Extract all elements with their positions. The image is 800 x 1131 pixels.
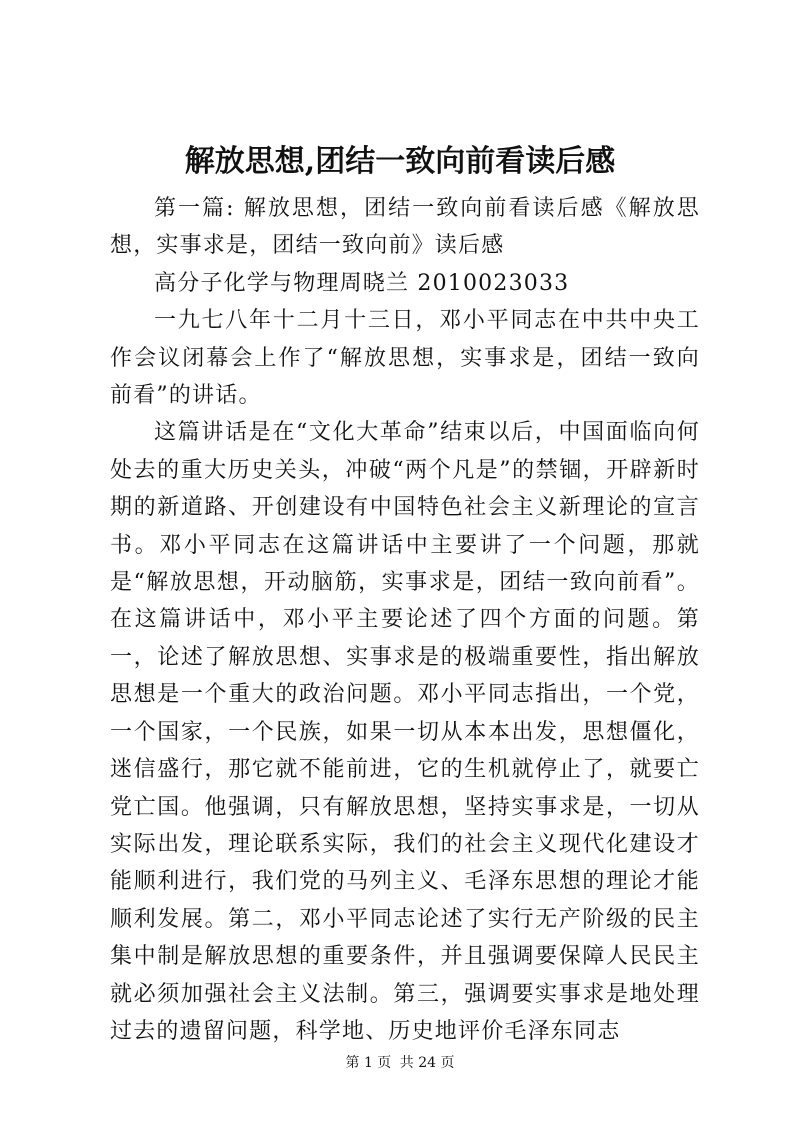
page-number: 第 1 页 — [345, 1055, 392, 1071]
paragraph-author: 高分子化学与物理周晓兰 2010023033 — [154, 270, 570, 296]
page-footer — [0, 1053, 800, 1073]
paragraph-main: 这篇讲话是在“文化大革命”结束以后，中国面临向何处去的重大历史关头，冲破“两个凡是”的禁锢，开辟新时期的新道路、开创建设有中国特色社会主义新理论的宣言书。邓小平同志在这篇讲话中主要讲了一个问题，那就是“解放思想，开动脑筋，实事求是，团结一致向前看”。在这篇讲话中，邓小平主要论述了四个方面的问题。第一，论述了解放思想、实事求是的极端重要性，指出解放思想是一个重大的政治问题。邓小平同志指出，一个党，一个国家，一个民族，如果一切从本本出发，思想僵化，迷信盛行，那它就不能前进，它的生机就停止了，就要亡党亡国。他强调，只有解放思想，坚持实事求是，一切从实际出发，理论联系实际，我们的社会主义现代化建设才能顺利进行，我们党的马列主义、毛泽东思想的理论才能顺利发展。第二，邓小平同志论述了实行无产阶级的民主集中制是解放思想的重要条件，并且强调要保障人民民主就必须加强社会主义法制。第三，强调要实事求是地处理过去的遗留问题，科学地、历史地评价毛泽东同志 — [110, 420, 700, 1044]
page-total: 共 24 页 — [399, 1055, 455, 1071]
paragraph-intro: 第一篇: 解放思想，团结一致向前看读后感《解放思想，实事求是，团结一致向前》读后感 — [110, 196, 700, 259]
document-body — [110, 190, 700, 1050]
document-title: 解放思想,团结一致向前看读后感 — [184, 144, 616, 179]
paragraph-date: 一九七八年十二月十三日，邓小平同志在中共中央工作会议闭幕会上作了“解放思想，实事求是，团结一致向前看”的讲话。 — [110, 308, 700, 409]
